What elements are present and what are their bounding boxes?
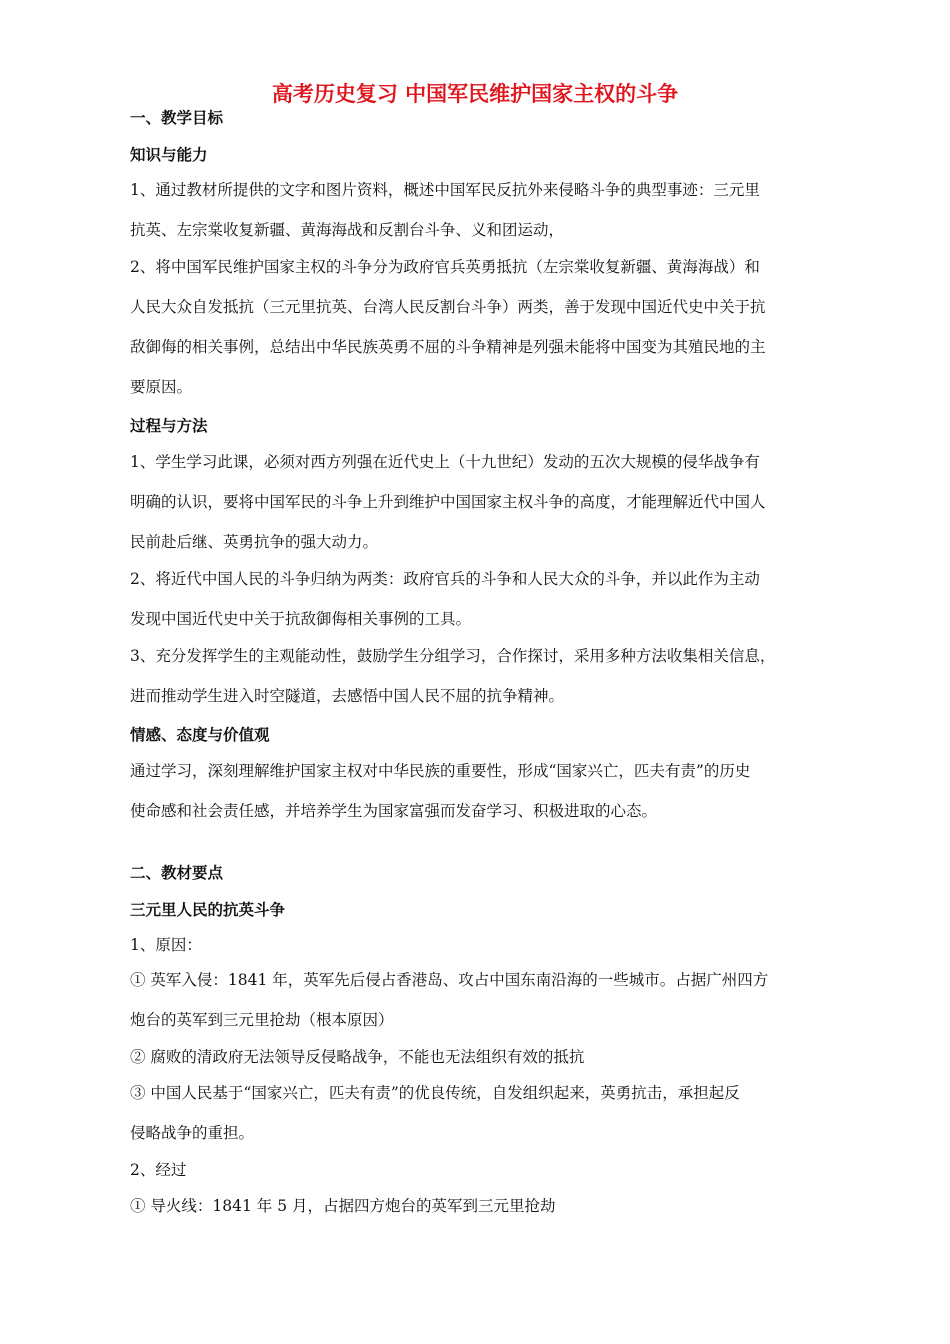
paragraph-line: 敌御侮的相关事例，总结出中华民族英勇不屈的斗争精神是列强未能将中国变为其殖民地的主 xyxy=(130,338,766,356)
paragraph-line: 2、将中国军民维护国家主权的斗争分为政府官兵英勇抵抗（左宗棠收复新疆、黄海海战）和 xyxy=(130,258,760,276)
paragraph-line: 民前赴后继、英勇抗争的强大动力。 xyxy=(130,533,379,551)
paragraph-line: 抗英、左宗棠收复新疆、黄海海战和反割台斗争、义和团运动， xyxy=(130,221,565,239)
paragraph-line: 发现中国近代史中关于抗敌御侮相关事例的工具。 xyxy=(130,610,472,628)
subheading: 过程与方法 xyxy=(130,417,208,435)
paragraph-line: 使命感和社会责任感，并培养学生为国家富强而发奋学习、积极进取的心态。 xyxy=(130,802,658,820)
paragraph-line: 要原因。 xyxy=(130,378,193,396)
paragraph-line: 明确的认识，要将中国军民的斗争上升到维护中国国家主权斗争的高度，才能理解近代中国人 xyxy=(130,493,766,511)
paragraph-line: 通过学习，深刻理解维护国家主权对中华民族的重要性，形成“国家兴亡，匹夫有责”的历史 xyxy=(130,762,751,780)
paragraph-line: 人民大众自发抵抗（三元里抗英、台湾人民反割台斗争）两类，善于发现中国近代史中关于抗 xyxy=(130,298,766,316)
list-item: ② 腐败的清政府无法领导反侵略战争，不能也无法组织有效的抵抗 xyxy=(130,1048,585,1066)
subheading: 知识与能力 xyxy=(130,146,208,164)
paragraph-line: 2、将近代中国人民的斗争归纳为两类：政府官兵的斗争和人民大众的斗争，并以此作为主动 xyxy=(130,570,760,588)
paragraph-line: 1、通过教材所提供的文字和图片资料，概述中国军民反抗外来侵略斗争的典型事迹：三元里 xyxy=(130,181,760,199)
paragraph-line: 1、原因： xyxy=(130,936,202,954)
subheading: 三元里人民的抗英斗争 xyxy=(130,901,286,919)
paragraph-line: 炮台的英军到三元里抢劫（根本原因） xyxy=(130,1011,394,1029)
document-title: 高考历史复习 中国军民维护国家主权的斗争 xyxy=(271,82,679,106)
subheading: 情感、态度与价值观 xyxy=(130,726,270,744)
paragraph-line: 侵略战争的重担。 xyxy=(130,1124,255,1142)
section-heading: 二、教材要点 xyxy=(130,864,224,882)
paragraph-line: 1、学生学习此课，必须对西方列强在近代史上（十九世纪）发动的五次大规模的侵华战争有 xyxy=(130,453,760,471)
list-item: ① 英军入侵：1841 年，英军先后侵占香港岛、攻占中国东南沿海的一些城市。占据广州四方 xyxy=(130,971,769,989)
list-item: ① 导火线：1841 年 5 月，占据四方炮台的英军到三元里抢劫 xyxy=(130,1197,556,1215)
list-item: ③ 中国人民基于“国家兴亡，匹夫有责”的优良传统，自发组织起来，英勇抗击，承担起反 xyxy=(130,1084,740,1102)
paragraph-line: 3、充分发挥学生的主观能动性，鼓励学生分组学习，合作探讨，采用多种方法收集相关信息， xyxy=(130,647,776,665)
paragraph-line: 2、经过 xyxy=(130,1161,187,1179)
section-heading: 一、教学目标 xyxy=(130,109,224,127)
paragraph-line: 进而推动学生进入时空隧道，去感悟中国人民不屈的抗争精神。 xyxy=(130,687,565,705)
